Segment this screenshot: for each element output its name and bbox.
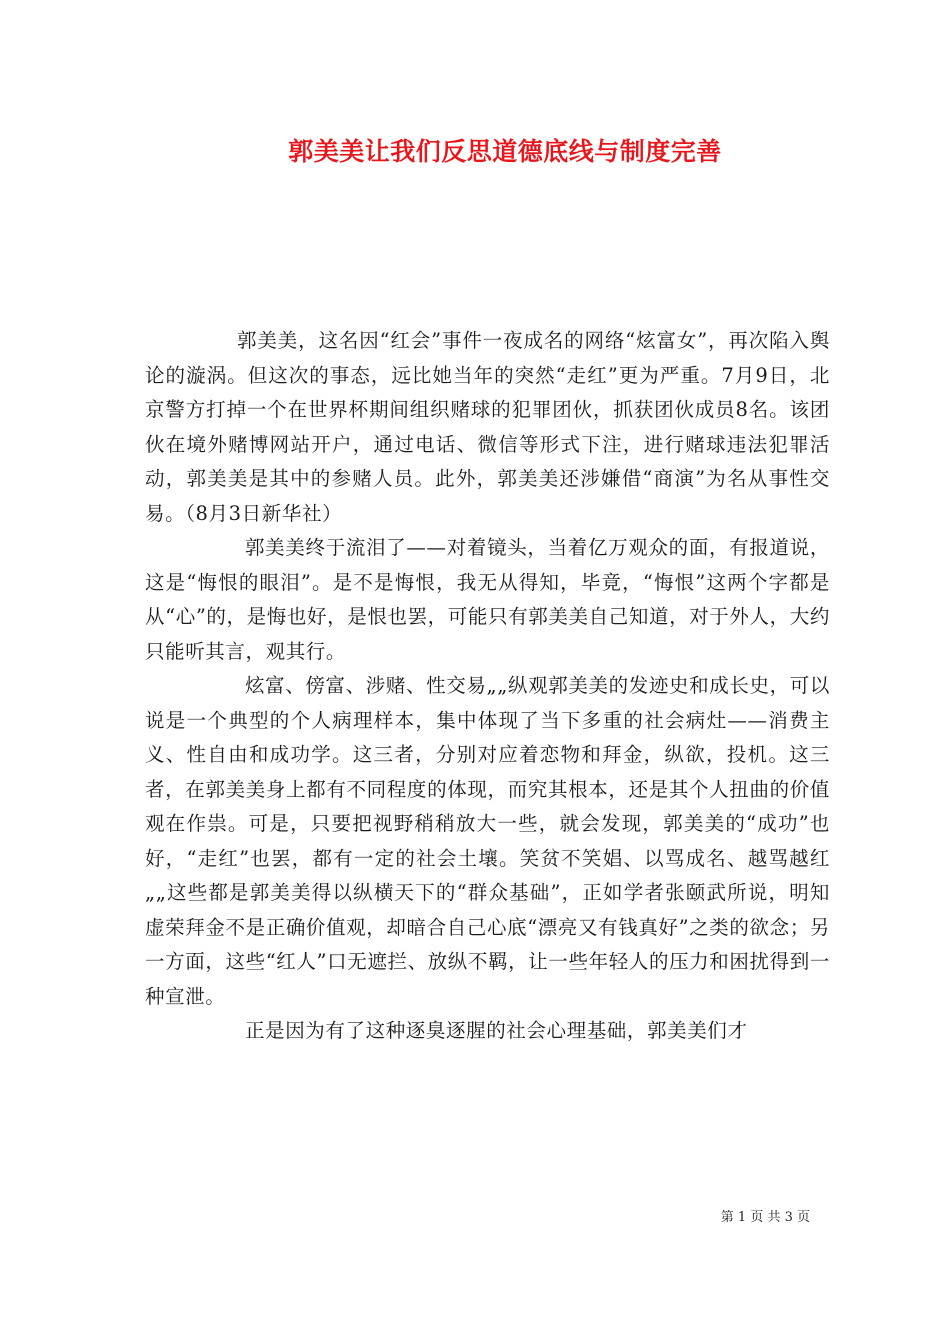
page-title: 郭美美让我们反思道德底线与制度完善 — [288, 137, 722, 166]
paragraph-1: 郭美美，这名因“红会”事件一夜成名的网络“炫富女”，再次陷入舆论的漩涡。但这次的事态，远比她当年的突然“走红”更为严重。7月9日，北京警方打掉一个在世界杯期间组织赌球的犯罪团伙，抓获团伙成员8名。该团伙在境外赌博网站开户，通过电话、微信等形式下注，进行赌球违法犯罪活动，郭美美是其中的参赌人员。此外，郭美美还涉嫌借“商演”为名从事性交易。（8月3日新华社） — [145, 329, 830, 525]
article-body — [145, 324, 830, 1049]
page-number-footer: 第 1 页 共 3 页 — [720, 1210, 810, 1225]
paragraph-2: 郭美美终于流泪了——对着镜头，当着亿万观众的面，有报道说，这是“悔恨的眼泪”。是不是悔恨，我无从得知，毕竟，“悔恨”这两个字都是从“心”的，是悔也好，是恨也罢，可能只有郭美美自己知道，对于外人，大约只能听其言，观其行。 — [145, 536, 830, 663]
paragraph-3: 炫富、傍富、涉赌、性交易„„纵观郭美美的发迹史和成长史，可以说是一个典型的个人病理样本，集中体现了当下多重的社会病灶——消费主义、性自由和成功学。这三者，分别对应着恋物和拜金，纵欲，投机。这三者，在郭美美身上都有不同程度的体现，而究其根本，还是其个人扭曲的价值观在作祟。可是，只要把视野稍稍放大一些，就会发现，郭美美的“成功”也好，“走红”也罢，都有一定的社会土壤。笑贫不笑娼、以骂成名、越骂越红„„这些都是郭美美得以纵横天下的“群众基础”，正如学者张颐武所说，明知虚荣拜金不是正确价值观，却暗合自己心底“漂亮又有钱真好”之类的欲念；另一方面，这些“红人”口无遮拦、放纵不羁，让一些年轻人的压力和困扰得到一种宣泄。 — [145, 674, 830, 1008]
paragraph-4: 正是因为有了这种逐臭逐腥的社会心理基础，郭美美们才 — [245, 1019, 748, 1042]
